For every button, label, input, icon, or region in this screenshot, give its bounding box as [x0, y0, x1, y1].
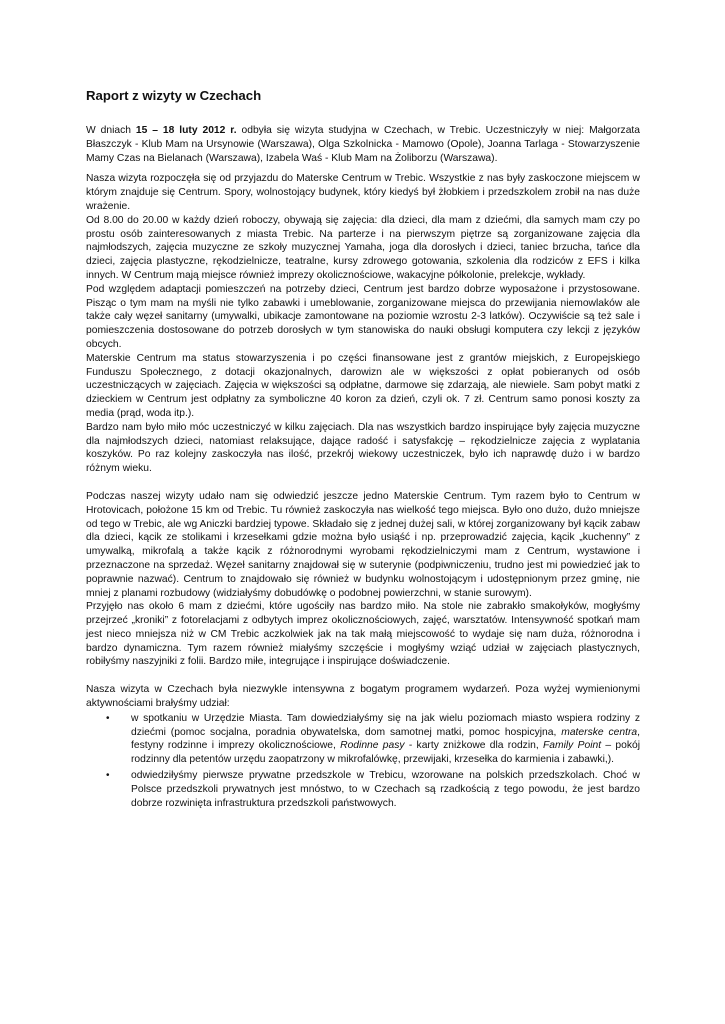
list-text: – pokój rodzinny dla petentów urzędu zaopatrzony w mikrofalówkę, przewijaki, krzesełka do karmienia i zabawki,).: [131, 740, 640, 766]
bullet-icon: •: [106, 712, 110, 724]
list-item: [106, 712, 640, 767]
list-text: - karty zniżkowe dla rodzin,: [404, 740, 543, 752]
bullet-icon: •: [106, 770, 110, 782]
list-text: w spotkaniu w Urzędzie Miasta. Tam dowiedziałyśmy się na jak wielu poziomach miasto wspiera rodziny z dziećmi (pomoc socjalna, poradnia obywatelska, dom samotnej matki, pomoc hospicyjna,: [131, 712, 640, 738]
intro-paragraph: [86, 124, 640, 165]
paragraph-adaptation: Pod względem adaptacji pomieszczeń na potrzeby dzieci, Centrum jest bardzo dobrze wyposażone i przystosowane. Pisząc o tym mam na myśli nie tylko zabawki i umeblowanie, zorganizowane miejsca do przewijania niemowlaków ale także cały węzeł sanitarny (umywalki, ubikacje zamontowane na poziomie wzrostu 2-3 latków). Oczywiście są też sale i pomieszczenia dostosowane do potrzeb dorosłych w tym stanowiska do nauki obsługi komputera czy lekcji z języków obcych.: [86, 283, 640, 350]
list-text: , festyny rodzinne i imprezy okolicznościowe,: [131, 726, 640, 752]
list-italic-text: Family Point: [543, 740, 602, 752]
intro-date: 15 – 18 luty 2012 r.: [135, 125, 237, 136]
intro-before-date: W dniach: [86, 125, 136, 136]
intro-after-date: odbyła się wizyta studyjna w Czechach, w Trebic. Uczestniczyły w niej: Małgorzata Błaszczyk - Klub Mam na Ursynowie (Warszawa), Olga Szkolnicka - Mamowo (Opole), Joanna Tarlaga - Stowarzyszenie Mamy Czas na Bielanach (Warszawa), Izabela Waś - Klub Mam na Żoliborzu (Warszawa).: [86, 125, 641, 164]
paragraph-financing: Materskie Centrum ma status stowarzyszenia i po części finansowane jest z grantów miejskich, z Europejskiego Funduszu Społecznego, z dotacji okazjonalnych, darowizn ale w większości z opłat pobieranych od osób uczestniczących w zajęciach. Zajęcia w większości są odpłatne, darmowe się zdarzają, ale niewiele. Sam pobyt matki z dzieckiem w Centrum jest odpłatny za symboliczne 40 koron za dzień, czyli ok. 7 zł. Centrum samo ponosi koszty za media (prąd, woda itp.).: [86, 352, 640, 419]
list-text: odwiedziłyśmy pierwsze prywatne przedszkole w Trebicu, wzorowane na polskich przedszkolach. Choć w Polsce przedszkoli prywatnych jest mnóstwo, to w Czechach są rzadkością z tego powodu, że jest bardzo dobrze rozwinięta infrastruktura przedszkoli państwowych.: [131, 770, 640, 809]
activities-list: [86, 712, 640, 811]
list-italic-text: materske centra: [561, 726, 638, 738]
list-item: [106, 769, 640, 810]
paragraph-participation: Bardzo nam było miło móc uczestniczyć w kilku zajęciach. Dla nas wszystkich bardzo inspirujące były zajęcia muzyczne dla najmłodszych dzieci, natomiast relaksujące, dające radość i satysfakcję – rękodzielnicze zajęcia z wyplatania koszyków. Po raz kolejny zaskoczyła nas ilość, przekrój wiekowy uczestniczek, było ich naprawdę dużo i w bardzo różnym wieku.: [86, 421, 640, 475]
paragraph-hosting-moms: Przyjęło nas około 6 mam z dziećmi, które ugościły nas bardzo miło. Na stole nie zabrakło smakołyków, mogłyśmy przejrzeć „kroniki” z fotorelacjami z odbytych imprez okolicznościowych, zajęć, warsztatów. Intensywność spotkań mam jest nieco mniejsza niż w CM Trebic aczkolwiek jak na tak małą miejscowość to wydaje się nam duża, różnorodna i bardzo dynamiczna. Tym razem również miałyśmy szczęście i mogłyśmy wziąć udział w zajęciach plastycznych, robiłyśmy naszyjniki z folii. Bardzo miłe, integrujące i inspirujące doświadczenie.: [86, 601, 640, 668]
document-title: Raport z wizyty w Czechach: [86, 88, 262, 103]
paragraph-activities: Od 8.00 do 20.00 w każdy dzień roboczy, obywają się zajęcia: dla dzieci, dla mam z dziećmi, dla samych mam czy po prostu osób zainteresowanych z miasta Trebic. Na parterze i na pierwszym piętrze są zorganizowane zajęcia dla najmłodszych, zajęcia muzyczne ze szkoły muzycznej Yamaha, joga dla dorosłych i dzieci, taniec brzucha, tańce dla dzieci, zajęcia plastyczne, rękodzielnicze, teatralne, kursy zdrowego gotowania, szkolenia dla rodziców z EFS i kilka innych. W Centrum mają miejsce również imprezy okolicznościowe, wakacyjne półkolonie, prelekcje, wykłady.: [86, 214, 640, 281]
paragraph-centrum-arrival: Nasza wizyta rozpoczęła się od przyjazdu do Materske Centrum w Trebic. Wszystkie z nas były zaskoczone miejscem w którym znajduje się Centrum. Spory, wolnostojący budynek, który kiedyś był żłobkiem i przedszkolem zrobił na nas duże wrażenie.: [86, 173, 640, 212]
paragraph-program-summary: Nasza wizyta w Czechach była niezwykle intensywna z bogatym programem wydarzeń. Poza wyżej wymienionymi aktywnościami brałyśmy udział:: [86, 684, 640, 710]
paragraph-hrotovice: Podczas naszej wizyty udało nam się odwiedzić jeszcze jedno Materskie Centrum. Tym razem było to Centrum w Hrotovicach, położone 15 km od Trebic. Tu również zaskoczyła nas wielkość tego miejsca. Było ono dużo, dużo mniejsze od tego w Trebic, ale wg Aniczki bardziej typowe. Składało się z jednej dużej sali, w której zorganizowany był kącik zabaw dla dzieci, kącik ze stolikami i krzesełkami gdzie można było usiąść i np. przeprowadzić zajęcia, kącik „kuchenny” z umywalką, mikrofalą a także kącik z różnorodnymi wyrobami rękodzielniczymi mam z Centrum, wystawione i przeznaczone na sprzedaż. Węzeł sanitarny znajdował się w suterynie (podpiwniczeniu, trudno jest mi powiedzieć jak to poprawnie nazwać). Centrum to znajdowało się również w budynku wolnostojącym i udostępnionym przez gminę, nie mniej z planami rozbudowy (widziałyśmy dobudówkę o podobnej powierzchni, w stanie surowym).: [86, 490, 640, 599]
list-italic-text: Rodinne pasy: [340, 740, 405, 752]
